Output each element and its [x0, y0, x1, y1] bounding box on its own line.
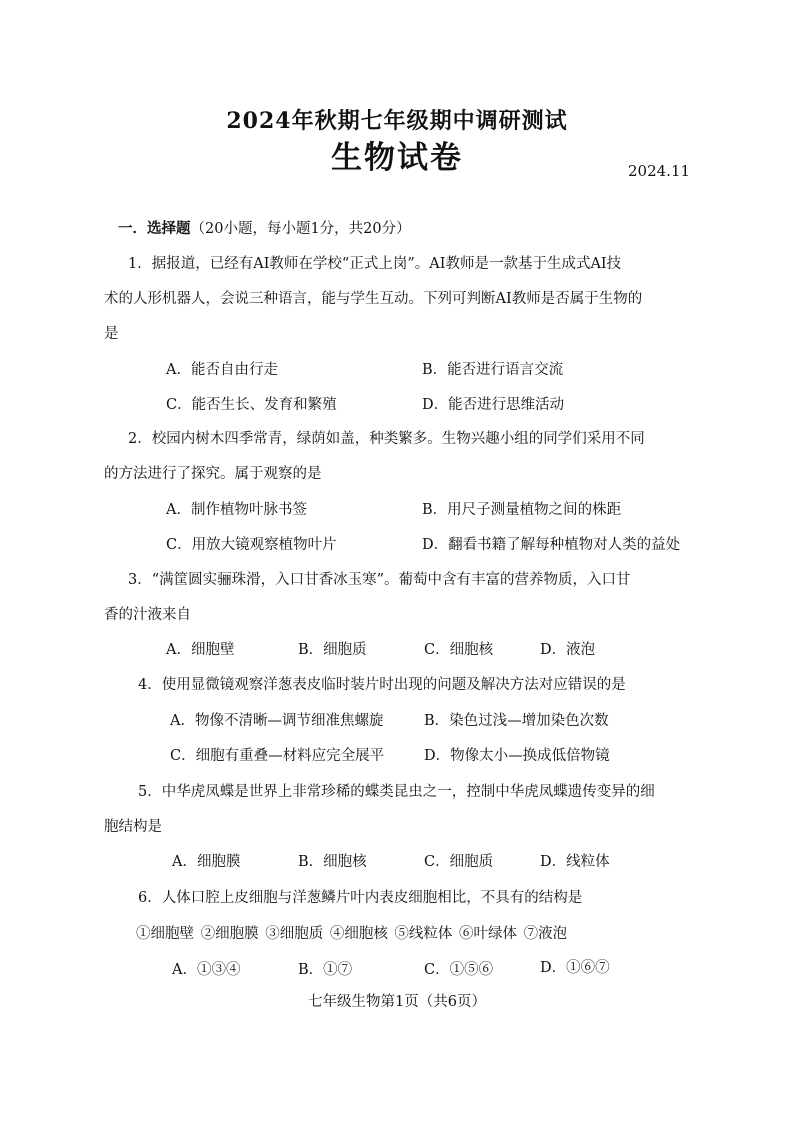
question-stem-line: 香的汁液来自: [104, 607, 191, 623]
option-a: A．物像不清晰—调节细准焦螺旋: [170, 713, 384, 729]
option-c: C．能否生长、发育和繁殖: [166, 397, 337, 413]
option-d: D．物像太小—换成低倍物镜: [424, 748, 610, 764]
exam-date: 2024.11: [628, 162, 691, 180]
structure-list: ①细胞壁 ②细胞膜 ③细胞质 ④细胞核 ⑤线粒体 ⑥叶绿体 ⑦液泡: [136, 926, 568, 942]
question-stem-line: 4．使用显微镜观察洋葱表皮临时装片时出现的问题及解决方法对应错误的是: [138, 677, 626, 693]
question-stem-line: 2．校园内树木四季常青，绿荫如盖，种类繁多。生物兴趣小组的同学们采用不同: [128, 431, 645, 447]
question-stem-line: 是: [104, 326, 119, 342]
option-a: A．能否自由行走: [166, 362, 278, 378]
option-a: A．①③④: [172, 962, 241, 978]
option-c: C．用放大镜观察植物叶片: [166, 537, 337, 553]
option-c: C．细胞有重叠—材料应完全展平: [170, 748, 385, 764]
question-stem-line: 5．中华虎凤蝶是世界上非常珍稀的蝶类昆虫之一，控制中华虎凤蝶遗传变异的细: [138, 784, 655, 800]
option-b: B．能否进行语言交流: [422, 362, 564, 378]
exam-title: 2024年秋期七年级期中调研测试: [226, 108, 568, 134]
page-footer: 七年级生物第1页（共6页）: [308, 994, 486, 1010]
question-stem-line: 3．“满筐圆实骊珠滑，入口甘香冰玉寒”。葡萄中含有丰富的营养物质，入口甘: [128, 572, 631, 588]
subject-title: 生物试卷: [331, 140, 463, 176]
option-c: C．细胞质: [424, 854, 494, 870]
section-heading: [118, 217, 411, 238]
section-note: （20小题，每小题1分，共20分）: [190, 221, 411, 237]
question-stem-line: 1．据报道，已经有AI教师在学校“正式上岗”。AI教师是一款基于生成式AI技: [128, 256, 622, 272]
question-stem-line: 胞结构是: [104, 819, 162, 835]
option-b: B．细胞质: [298, 642, 367, 658]
option-a: A．制作植物叶脉书签: [166, 502, 307, 518]
option-a: A．细胞膜: [172, 854, 241, 870]
option-a: A．细胞壁: [166, 642, 235, 658]
option-c: C．细胞核: [424, 642, 494, 658]
option-d: D．能否进行思维活动: [422, 397, 565, 413]
option-b: B．染色过浅—增加染色次数: [424, 713, 609, 729]
option-b: B．①⑦: [298, 962, 353, 978]
option-c: C．①⑤⑥: [424, 962, 494, 978]
question-stem-line: 术的人形机器人，会说三种语言，能与学生互动。下列可判断AI教师是否属于生物的: [104, 291, 643, 307]
option-b: B．细胞核: [298, 854, 367, 870]
option-b: B．用尺子测量植物之间的株距: [422, 502, 622, 518]
option-d: D．液泡: [540, 642, 596, 658]
section-label: 一．选择题: [118, 220, 191, 237]
option-d: D．①⑥⑦: [540, 960, 610, 976]
question-stem-line: 6．人体口腔上皮细胞与洋葱鳞片叶内表皮细胞相比，不具有的结构是: [138, 890, 583, 906]
option-d: D．线粒体: [540, 854, 610, 870]
question-stem-line: 的方法进行了探究。属于观察的是: [104, 466, 322, 482]
option-d: D．翻看书籍了解每种植物对人类的益处: [422, 537, 681, 553]
